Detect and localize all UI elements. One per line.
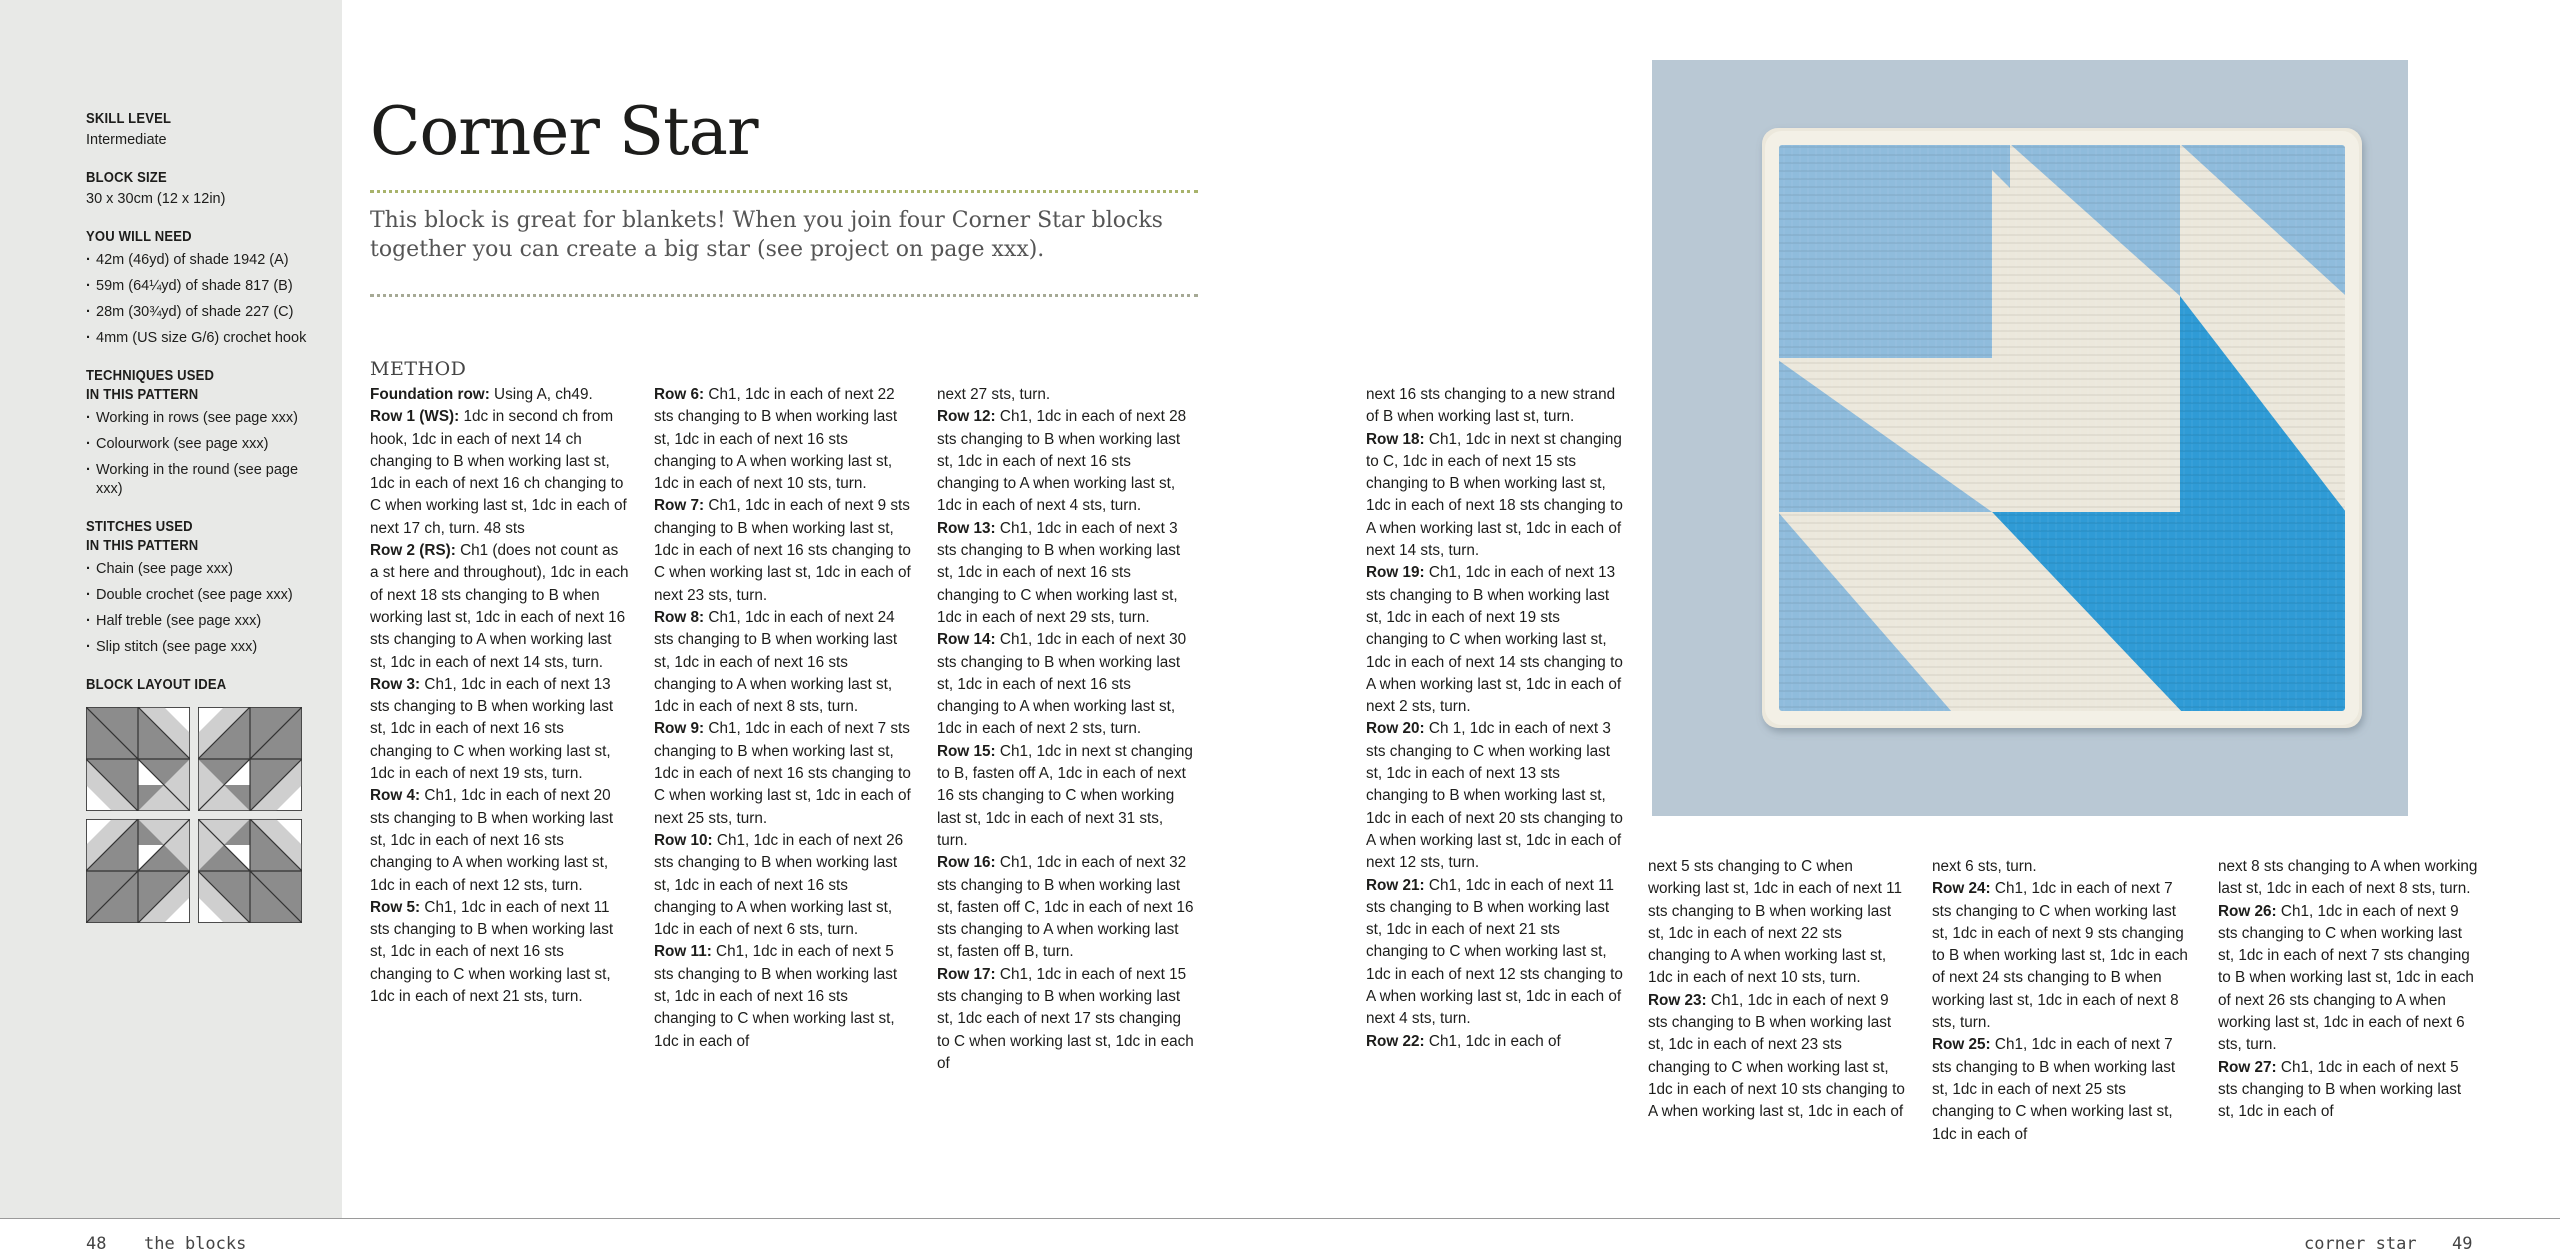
row-instructions: Ch1, 1dc in each of next 7 sts changing to B when working last st, 1dc in each of next 16 sts changing to C when working last st, 1dc in each of next 25 sts, turn. bbox=[654, 720, 911, 827]
list-item: · Colourwork (see page xxx) bbox=[86, 435, 326, 454]
techniques-section bbox=[86, 367, 326, 499]
block-layout-diagram bbox=[86, 707, 326, 923]
row-instructions: Ch1, 1dc in each of next 9 sts changing to B when working last st, 1dc in each of next 23 sts changing to C when working last st, 1dc in each of next 10 sts changing to A when working last st, 1dc in each of bbox=[1648, 991, 1905, 1121]
row-instructions: next 16 sts changing to a new strand of B when working last st, turn. bbox=[1366, 386, 1616, 426]
left-running-head: the blocks bbox=[144, 1234, 247, 1254]
row-label: Row 10: bbox=[654, 831, 713, 849]
list-item: · Double crochet (see page xxx) bbox=[86, 586, 326, 605]
pattern-row bbox=[1366, 384, 1626, 429]
row-instructions: Ch1, 1dc in each of bbox=[1424, 1032, 1561, 1050]
row-label: Foundation row: bbox=[370, 386, 490, 403]
list-item: · Half treble (see page xxx) bbox=[86, 612, 326, 631]
row-label: Row 23: bbox=[1648, 991, 1707, 1009]
row-instructions: Ch1, 1dc in each of next 7 sts changing to B when working last st, 1dc in each of next 25 sts changing to C when working last st, 1dc in each of bbox=[1932, 1036, 2176, 1143]
techniques-heading-line2: IN THIS PATTERN bbox=[86, 387, 199, 403]
left-page-number: 48 bbox=[86, 1234, 107, 1254]
block-size-section bbox=[86, 169, 326, 209]
pattern-row bbox=[1932, 856, 2192, 878]
skill-level-heading: SKILL LEVEL bbox=[86, 111, 172, 127]
row-instructions: Ch1, 1dc in each of next 26 sts changing to B when working last st, 1dc in each of next 16 sts changing to A when working last st, 1dc in each of next 6 sts, turn. bbox=[654, 831, 904, 939]
pattern-row bbox=[1648, 990, 1908, 1124]
pattern-column-5 bbox=[1648, 856, 1908, 1124]
crochet-block-photo bbox=[1652, 60, 2408, 816]
pattern-row bbox=[937, 406, 1197, 517]
row-label: Row 21: bbox=[1366, 876, 1425, 894]
row-instructions: Ch1, 1dc in each of next 30 sts changing to B when working last st, 1dc in each of next 16 sts changing to A when working last st, 1dc in each of next 2 sts, turn. bbox=[937, 631, 1187, 738]
stitches-list bbox=[86, 560, 326, 657]
block-size-heading: BLOCK SIZE bbox=[86, 170, 167, 186]
pattern-column-4 bbox=[1366, 384, 1626, 1053]
row-label: Row 15: bbox=[937, 742, 996, 760]
intro-text: This block is great for blankets! When you join four Corner Star blocks together you can create a big star (see project on page xxx). bbox=[370, 208, 1163, 262]
row-label: Row 25: bbox=[1932, 1036, 1991, 1054]
row-instructions: next 27 sts, turn. bbox=[937, 386, 1051, 403]
list-item: · 28m (30¾yd) of shade 227 (C) bbox=[86, 303, 326, 322]
row-instructions: Ch1 (does not count as a st here and throughout), 1dc in each of next 18 sts changing to B when working last st, 1dc in each of next 16 sts changing to A when working last st, 1dc in each of next 14 sts, turn. bbox=[370, 542, 629, 671]
pattern-column-3 bbox=[937, 384, 1197, 1075]
row-instructions: Ch 1, 1dc in each of next 3 sts changing to C when working last st, 1dc in each of next 13 sts changing to B when working last st, 1dc in each of next 20 sts changing to A when working last st, 1dc in each of next 12 sts, turn. bbox=[1366, 720, 1623, 872]
sidebar-content bbox=[86, 110, 326, 942]
row-instructions: Ch1, 1dc in each of next 24 sts changing to B when working last st, 1dc in each of next 16 sts changing to A when working last st, 1dc in each of next 8 sts, turn. bbox=[654, 608, 898, 716]
row-instructions: Ch1, 1dc in next st changing to C, 1dc in each of next 15 sts changing to B when working last st, 1dc in each of next 18 sts changing to A when working last st, 1dc in each of next 14 sts, turn. bbox=[1366, 430, 1623, 560]
pattern-row bbox=[654, 718, 914, 829]
stitches-heading-line2: IN THIS PATTERN bbox=[86, 538, 199, 554]
pattern-row bbox=[937, 741, 1197, 852]
skill-level-value: Intermediate bbox=[86, 132, 167, 148]
list-item: · Chain (see page xxx) bbox=[86, 560, 326, 579]
layout-idea-section bbox=[86, 676, 326, 923]
pattern-row bbox=[370, 406, 630, 540]
pattern-row bbox=[1932, 1034, 2192, 1145]
layout-block-top-right bbox=[198, 707, 302, 811]
pattern-row bbox=[937, 629, 1197, 740]
techniques-heading-line1: TECHNIQUES USED bbox=[86, 368, 215, 384]
pattern-row bbox=[370, 897, 630, 1008]
row-instructions: 1dc in second ch from hook, 1dc in each of next 14 ch changing to B when working last st, 1dc in each of next 16 ch changing to C when working last st, 1dc in each of next 17 ch, turn. 48 sts bbox=[370, 408, 627, 537]
pattern-row bbox=[654, 495, 914, 606]
row-instructions: Ch1, 1dc in each of next 22 sts changing to B when working last st, 1dc in each of next 16 sts changing to A when working last st, 1dc in each of next 10 sts, turn. bbox=[654, 386, 898, 493]
bottom-dotted-rule bbox=[370, 294, 1198, 297]
list-item: · 59m (64¼yd) of shade 817 (B) bbox=[86, 277, 326, 296]
row-label: Row 16: bbox=[937, 854, 996, 872]
row-instructions: Ch1, 1dc in each of next 20 sts changing to B when working last st, 1dc in each of next 16 sts changing to A when working last st, 1dc in each of next 12 sts, turn. bbox=[370, 787, 614, 894]
row-label: Row 3: bbox=[370, 675, 421, 693]
techniques-list bbox=[86, 409, 326, 499]
pattern-row bbox=[654, 941, 914, 1052]
materials-section bbox=[86, 228, 326, 348]
corner-star-block-illustration bbox=[1652, 60, 2408, 816]
layout-block-top-left bbox=[86, 707, 190, 811]
pattern-row bbox=[937, 964, 1197, 1075]
row-label: Row 8: bbox=[654, 608, 705, 626]
list-item: · Working in rows (see page xxx) bbox=[86, 409, 326, 428]
row-label: Row 6: bbox=[654, 386, 705, 403]
pattern-row bbox=[2218, 901, 2478, 1057]
pattern-row bbox=[2218, 856, 2478, 901]
layout-block-bottom-left bbox=[86, 819, 190, 923]
row-label: Row 11: bbox=[654, 943, 712, 961]
pattern-row bbox=[937, 384, 1197, 406]
footer-rule bbox=[0, 1218, 2560, 1219]
row-instructions: Ch1, 1dc in each of next 9 sts changing to B when working last st, 1dc in each of next 16 sts changing to C when working last st, 1dc in each of next 23 sts, turn. bbox=[654, 497, 911, 604]
pattern-row bbox=[654, 384, 914, 495]
row-instructions: Using A, ch49. bbox=[489, 386, 593, 403]
row-label: Row 2 (RS): bbox=[370, 542, 456, 560]
row-instructions: Ch1, 1dc in each of next 13 sts changing to B when working last st, 1dc in each of next 16 sts changing to C when working last st, 1dc in each of next 19 sts, turn. bbox=[370, 675, 614, 783]
block-interior bbox=[1778, 144, 2346, 712]
row-label: Row 4: bbox=[370, 787, 421, 805]
materials-heading: YOU WILL NEED bbox=[86, 229, 192, 245]
pattern-row bbox=[654, 830, 914, 941]
pattern-column-1 bbox=[370, 384, 630, 1008]
pattern-row bbox=[370, 384, 630, 406]
pattern-column-6 bbox=[1932, 856, 2192, 1146]
row-label: Row 14: bbox=[937, 631, 996, 649]
row-label: Row 7: bbox=[654, 497, 705, 515]
list-item: · Working in the round (see page xxx) bbox=[86, 461, 326, 499]
row-instructions: Ch1, 1dc in each of next 13 sts changing to B when working last st, 1dc in each of next 19 sts changing to C when working last st, 1dc in each of next 14 sts changing to A when working last st, 1dc in each of next 2 sts, turn. bbox=[1366, 564, 1623, 716]
row-instructions: Ch1, 1dc in each of next 15 sts changing to B when working last st, 1dc each of next 17 sts changing to C when working last st, 1dc in each of bbox=[937, 965, 1194, 1072]
row-label: Row 13: bbox=[937, 519, 996, 537]
row-instructions: next 5 sts changing to C when working last st, 1dc in each of next 11 sts changing to B when working last st, 1dc in each of next 22 sts changing to A when working last st, 1dc in each of next 10 sts, turn. bbox=[1648, 858, 1902, 987]
stitches-heading-line1: STITCHES USED bbox=[86, 519, 193, 535]
sidebar bbox=[0, 0, 342, 1218]
row-instructions: Ch1, 1dc in each of next 28 sts changing to B when working last st, 1dc in each of next 16 sts changing to A when working last st, 1dc in each of next 4 sts, turn. bbox=[937, 408, 1187, 515]
method-heading: METHOD bbox=[370, 358, 467, 380]
pattern-column-7 bbox=[2218, 856, 2478, 1124]
row-label: Row 24: bbox=[1932, 880, 1991, 898]
pattern-row bbox=[1932, 878, 2192, 1034]
pattern-row bbox=[370, 674, 630, 785]
row-label: Row 17: bbox=[937, 965, 996, 983]
materials-list bbox=[86, 251, 326, 348]
layout-block-bottom-right bbox=[198, 819, 302, 923]
page-title: Corner Star bbox=[370, 93, 758, 170]
row-instructions: Ch1, 1dc in next st changing to B, fasten off A, 1dc in each of next 16 sts changing to C when working last st, 1dc in each of next 31 sts, turn. bbox=[937, 742, 1193, 849]
pattern-row bbox=[1366, 1031, 1626, 1053]
pattern-row bbox=[1366, 875, 1626, 1031]
row-instructions: Ch1, 1dc in each of next 7 sts changing to C when working last st, 1dc in each of next 9 sts changing to B when working last st, 1dc in each of next 24 sts changing to B when working last st, 1dc in each of next 8 sts, turn. bbox=[1932, 880, 2188, 1032]
layout-idea-heading: BLOCK LAYOUT IDEA bbox=[86, 677, 227, 693]
top-dotted-rule bbox=[370, 190, 1198, 193]
row-instructions: next 8 sts changing to A when working last st, 1dc in each of next 8 sts, turn. bbox=[2218, 858, 2478, 898]
list-item: · Slip stitch (see page xxx) bbox=[86, 638, 326, 657]
row-instructions: Ch1, 1dc in each of next 5 sts changing to B when working last st, 1dc in each of bbox=[2218, 1058, 2462, 1121]
row-instructions: Ch1, 1dc in each of next 5 sts changing to B when working last st, 1dc in each of next 16 sts changing to C when working last st, 1dc in each of bbox=[654, 943, 898, 1050]
row-label: Row 27: bbox=[2218, 1058, 2277, 1076]
row-instructions: Ch1, 1dc in each of next 11 sts changing to B when working last st, 1dc in each of next 16 sts changing to C when working last st, 1dc in each of next 21 sts, turn. bbox=[370, 898, 614, 1006]
list-item: · 42m (46yd) of shade 1942 (A) bbox=[86, 251, 326, 270]
block-size-value: 30 x 30cm (12 x 12in) bbox=[86, 191, 226, 207]
pattern-row bbox=[654, 607, 914, 718]
pattern-row bbox=[1648, 856, 1908, 990]
right-page-number: 49 bbox=[2452, 1234, 2473, 1254]
stitches-section bbox=[86, 518, 326, 657]
pattern-row bbox=[1366, 562, 1626, 718]
row-label: Row 19: bbox=[1366, 564, 1425, 582]
row-instructions: Ch1, 1dc in each of next 11 sts changing to B when working last st, 1dc in each of next 21 sts changing to C when working last st, 1dc in each of next 12 sts changing to A when working last st, 1dc in each of next 4 sts, turn. bbox=[1366, 876, 1623, 1028]
row-instructions: Ch1, 1dc in each of next 3 sts changing to B when working last st, 1dc in each of next 16 sts changing to C when working last st, 1dc in each of next 29 sts, turn. bbox=[937, 519, 1181, 626]
row-label: Row 26: bbox=[2218, 902, 2277, 920]
row-label: Row 1 (WS): bbox=[370, 408, 460, 426]
pattern-row bbox=[1366, 429, 1626, 563]
pattern-row bbox=[937, 852, 1197, 963]
pattern-row bbox=[937, 518, 1197, 629]
row-instructions: Ch1, 1dc in each of next 9 sts changing to C when working last st, 1dc in each of next 7 sts changing to B when working last st, 1dc in each of next 26 sts changing to A when working last st, 1dc in each of next 6 sts, turn. bbox=[2218, 902, 2474, 1054]
right-running-head: corner star bbox=[2304, 1234, 2417, 1254]
row-label: Row 22: bbox=[1366, 1032, 1425, 1050]
pattern-row bbox=[2218, 1057, 2478, 1124]
pattern-row bbox=[1366, 718, 1626, 874]
pattern-row bbox=[370, 785, 630, 896]
pattern-column-2 bbox=[654, 384, 914, 1053]
row-label: Row 18: bbox=[1366, 430, 1425, 448]
row-label: Row 12: bbox=[937, 408, 996, 426]
row-instructions: Ch1, 1dc in each of next 32 sts changing to B when working last st, fasten off C, 1dc in each of next 16 sts changing to A when working last st, fasten off B, turn. bbox=[937, 854, 1194, 961]
skill-level-section bbox=[86, 110, 326, 150]
pattern-row bbox=[370, 540, 630, 674]
row-label: Row 9: bbox=[654, 720, 705, 738]
row-label: Row 5: bbox=[370, 898, 421, 916]
row-instructions: next 6 sts, turn. bbox=[1932, 858, 2037, 875]
list-item: · 4mm (US size G/6) crochet hook bbox=[86, 329, 326, 348]
row-label: Row 20: bbox=[1366, 720, 1425, 738]
